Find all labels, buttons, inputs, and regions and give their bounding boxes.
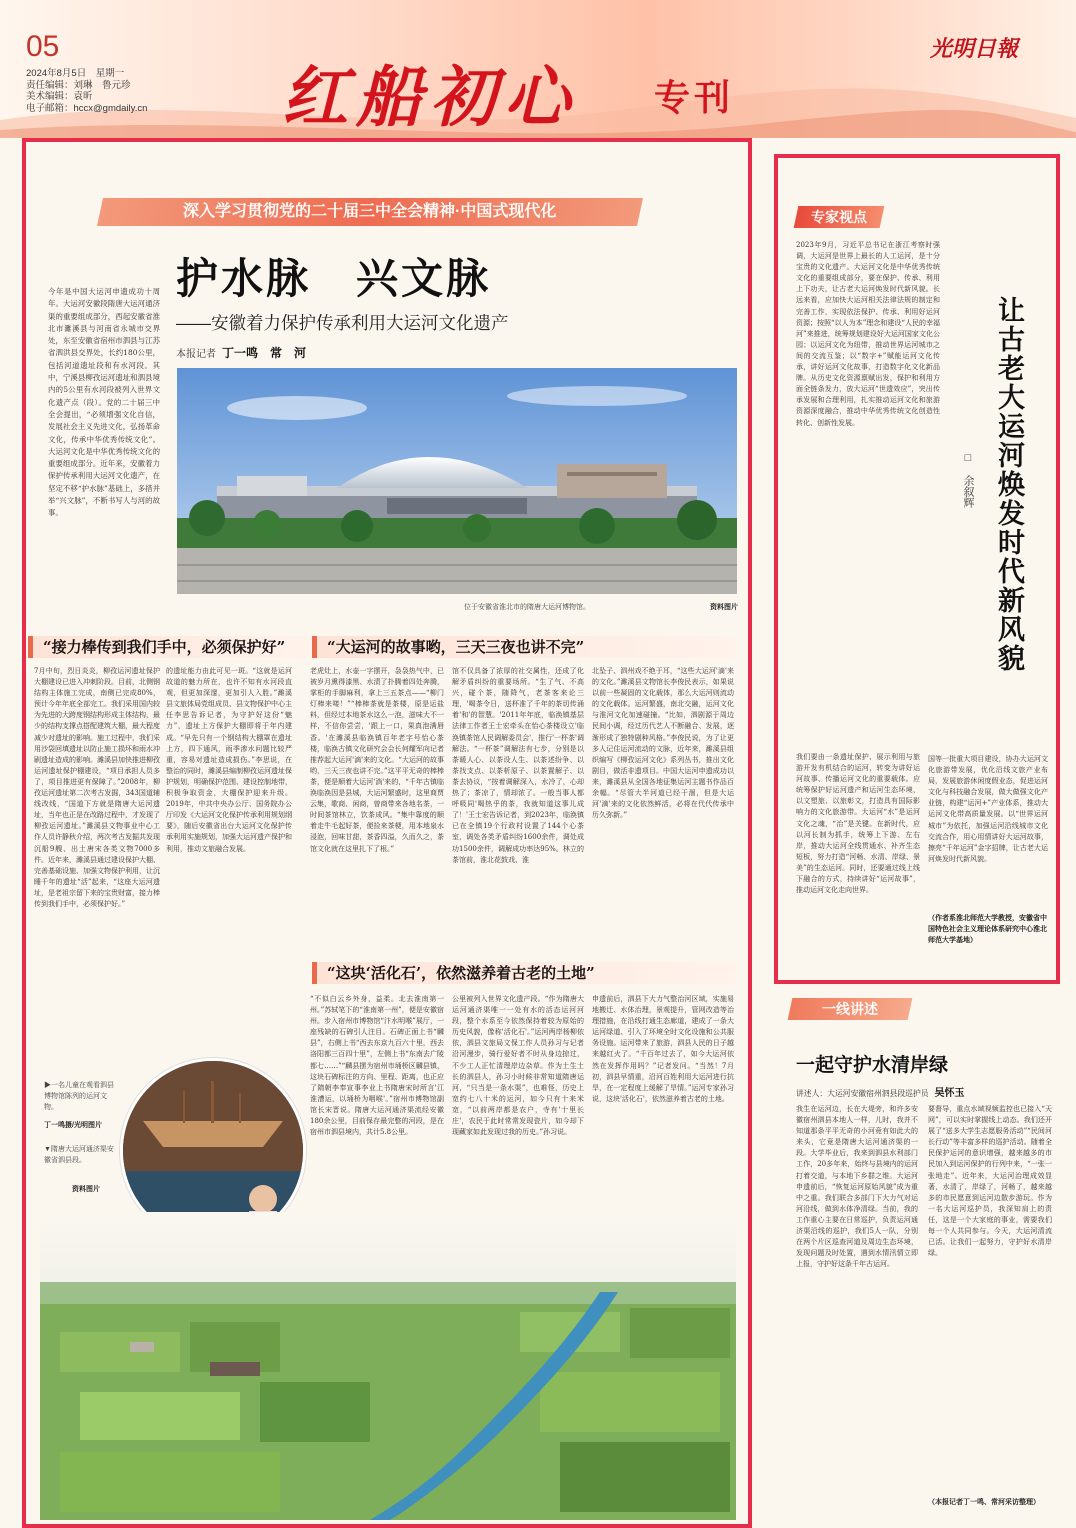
section-2-text-continued: 馆不仅具备了浓厚的社交属性，还成了化解矛盾纠纷的重要场所。“生了气、不高兴，碰个茶，随降气，老茶客来论三理，'喝茶令日，送杯准了千年的茶切传涌着'和'的智慧。'2011年年底，临涣镇基层法律工作者王士宏牵头在怡心茶楼设立'临涣镇茶馆人民调解委员会'，推行'一杯茶'调解法。“一杯茶”调解法有七步，分别是以茶暖人心、以茶设人生、以茶述纷争、以茶找支点、以茶析原子、以茶置解子、以茶去协议，“按着调解深入，水冷了，心却热了；茶凉了，情却浓了。一般当事人都呼吸同'喝热乎的茶，我就知道这事儿成了！'王士宏告诉记者，到2023年，临涣镇已在全镇19个行政村设置了144个心茶室，调处各类矛盾纠纷1600余件，调处成功1500余件，调解成功率达95%。林立的茶馆前，淮北花鼓戏、淮 <box>452 667 584 864</box>
main-subheadline: ——安徽着力保护传承利用大运河文化遗产 <box>176 313 509 333</box>
section-1-text: 7月中旬，烈日炎炎，柳孜运河遗址保护大棚建设已进入冲刺阶段。目前，北侧钢结构主体施工完成，南侧已完成80%，预计今年年底全部完工。我们采用国内较为先进的大跨度钢结构形成主体结构，最少的结构支撑点搭配建筑大棚，最大程度减少对遗址的影响。施工过程中，我们采用沙袋回填遗址以防止施工损坏和雨水冲刷遗址造成的影响。濉溪县加快推进柳孜运河遗址保护棚建设，“项目承担人员多了，项目推进更有保障了。”2008年，柳孜运河遗址第二次考古发掘，343国道辅线改线，“国道下方就是隋唐大运河遗址，当年也正是在改路过程中，才发现了柳孜运河遗址。”濉溪县文物事业中心工作人员许静秋介绍，两次考古发掘共发现沉船9艘、出土唐宋各类文物7000多件。近年来，濉溪县通过建设保护大棚、完善基础设施、加强文物保护利用，让沉睡千年的遗址“活”起来，“这座大运河遗址，是老祖宗留下来的宝贵财富，接力棒传到我们手中，必须保护好。” <box>34 667 160 908</box>
section-head-1: “接力棒传到我们手中，必须保护好” <box>28 636 311 658</box>
issue-art-editor: 美术编辑：袁昕 <box>26 91 93 102</box>
frontline-text-2: 要督导，重点水域视频监控也已接入“天网”，可以实时掌握线上动态。我们还开展了“送多大学生志愿服务活动”“民间河长行动”等丰富多样的巡护活动。随着全民保护运河的意识增强，越来越多的市民加入到运河保护的行列中来，“一张一张地走”。近年来，大运河治理成效显著，水清了，岸绿了，河畅了，越来越多的市民愿意到运河边散步游玩。作为一名大运河巡护员，我深知肩上的责任，这是一个大家庭的事业，需要我们每一个人共同参与。今天，大运河清流已活。让我们一起努力，守护好水清岸绿。 <box>928 1105 1052 1258</box>
frontline-speaker-label: 讲述人：大运河安徽宿州泗县段巡护员 <box>796 1089 929 1098</box>
masthead <box>0 0 1076 138</box>
section-3-text: “不似白云乡外身，益柔。北去淮南第一州。”苏轼笔下的“淮南第一州”，便是安徽宿州。步入宿州市博物馆“汴水明喉”展厅，一座残缺的石碑引人注目。石碑正面上书“麟县”，右侧上书“西去东京九百六十里，西去洛阳都三百四十里”，左侧上书“东南去广陵都七……”“麟县摆为宿州市埇桥区麟县镇，这块石碑标注的方向、里程、距离，也正应了隋朝李奉宣事李业上书隋唐宋时所言'江淮漕运，以埇桥为咽喉'。”宿州市博物馆副馆长宋晋说。隋唐大运河通济渠流经安徽180余公里，目前保存最完整的河段，是在宿州市泗县境内，共计5.8公里。 <box>310 995 444 1137</box>
frontline-note: （本报记者丁一鸣、常河采访整理） <box>928 1497 1040 1506</box>
museum-photo <box>177 368 737 594</box>
main-headline: 护水脉 兴文脉 <box>176 254 492 303</box>
supplement-title: 红船初心 <box>282 58 578 136</box>
expert-section-label-text: 专家视点 <box>811 209 867 225</box>
expert-text-3: 国等一批重大项目建设，协办大运河文化旅游带发展，优化沿线文旅产业布局，发展旅游休闲度假业态，促进运河文化与科技融合发展，做大做强文化产业链，构建“运河+”产业体系，推动大运河文化带高质量发展。以“世界运河城市”为依托，加强运河沿线城市文化交流合作，用心用情讲好大运河故事，擦亮“千年运河”金字招牌，让古老大运河焕发时代新风貌。 <box>928 755 1048 863</box>
expert-title: 让古老大运河焕发时代新风貌 <box>993 296 1024 673</box>
issue-meta <box>26 68 147 114</box>
issue-editor: 责任编辑：刘琳 鲁元珍 <box>26 79 131 91</box>
newspaper-logo: 光明日報 <box>930 36 1019 62</box>
inset-caption-2: ▼隋唐大运河通济渠安徽省泗县段。 <box>44 1146 114 1164</box>
frontline-speaker-name: 吴怀玉 <box>934 1088 965 1099</box>
page-number: 05 <box>26 30 60 63</box>
issue-date: 2024年8月5日 星期一 <box>26 68 125 79</box>
byline-names: 丁一鸣 常 河 <box>222 346 307 360</box>
inset-caption-1: ▶一名儿童在观看泗县博物馆陈列的运河文物。 <box>44 1082 114 1111</box>
museum-photo-caption: 位于安徽省淮北市的隋唐大运河博物馆。 <box>464 604 590 611</box>
theme-banner <box>97 198 643 226</box>
museum-photo-illustration <box>177 368 737 594</box>
museum-photo-credit: 资料图片 <box>710 604 738 611</box>
lead-paragraph: 今年是中国大运河申遗成功十周年。大运河安徽段隋唐大运河通济渠的重要组成部分，西起安徽省淮北市濉溪县与河南省永城市交界处，东至安徽省宿州市泗县与江苏省泗洪县交界处，长约180公里，包括河道遗址段和有水河段。其中，宁溪县柳孜运河遗址和泗县境内的5公里有水河段被列入世界文化遗产点（段）。党的二十届三中全会提出，“必须增强文化自信，发展社会主义先进文化，弘扬革命文化，传承中华优秀传统文化”。大运河文化是中华优秀传统文化的重要组成部分。近年来，安徽着力保护传承利用大运河文化遗产，在坚定不移“护水脉”基础上，多措并举“兴文脉”，不断书写人与河的故事。 <box>48 287 160 518</box>
frontline-text-1: 我生在运河边，长在大堤旁，和许多安徽宿州泗县本地人一样，儿时，我并不知道那条平平无奇的小河竟有如此大的来头，它竟是隋唐大运河通济渠的一段。大学毕业后，我来到泗县水利部门工作，20多年来，始终与县境内的运河打着交道，与本地下乡群之维。大运河申遗前后，“恢复运河原始风貌”成为重中之重。我们联合多部门下大力气对运河沿线，做到水体净清绿。当前，我的工作重心主要在日常巡护，负责运河通济渠沿线的巡护，我们5人一队，分别在两个片区巡查河道及周边生态环境，发现问题及时处置，遇到水情汛情立即上报，守护好这条千年古运河。 <box>796 1105 918 1269</box>
frontline-title: 一起守护水清岸绿 <box>796 1054 949 1076</box>
section-3-text-tail: 申遗前后，泗县下大力气整治河区域，实施易地搬迁、水体治理，景观提升，管网改造等治理措施，在沿线打通生态廊道，建成了一条大运河绿道、引入了环境全时文化设施和公共服务设施。运河带来了旅游，泗县人民的日子越来越红火了。“千百年过去了，如今大运河依然在发挥作用吗？”记者发问。“当然！7月初，泗县早情重，沿河百姓利用大运河进行抗旱，在一定程度上缓解了旱情。”运河专家孙习说，这块'活化石'，依然滋养着古老的土地。 <box>592 995 734 1103</box>
section-2-text: 老虎灶上，水壶一字摆开，袅袅热气中，已被岁月熏得漆黑、水渍了扑腾着四处奔腾，掌柜的手脚麻利，拿上三五茶点——“柳门灯棒来喽！”“棒棒茶就是茶楼，原是运盐料，但经过本地茶水这么一泡，滋味大不一样，不信你尝尝，'跟上一口，果真泡满唇香。'在濉溪县临涣镇百年老字号怡心茶楼，临涣古镇文化研究会会长何耀军向记者推荐起大运河'滴'来的文化。“大运河的故事哟，三天三夜也讲不完。”这平平无奇的棒棒茶，便是顺着大运河'淌'来的，“千年古镇临涣临涣因是县城，大运河繁盛时，这里商贾云集，歌商、闲商，曾商带来各地名茶，一时间茶馆林立，饮茶成风。“集中靠度的顺着走牛毛起好茶，便捡来茶梗，用本地泉水浸泡，回味甘甜，茶香四溢，久而久之，茶馆文化就在这里扎下了根。” <box>310 667 444 853</box>
frontline-speaker <box>796 1084 965 1099</box>
frontline-section-label-text: 一线讲述 <box>822 1001 878 1017</box>
expert-section-label <box>794 206 885 228</box>
expert-author-note: （作者系淮北师范大学教授，安徽省中国特色社会主义理论体系研究中心淮北师范大学基地） <box>928 913 1047 944</box>
expert-text-1: 2023年9月，习近平总书记在浙江考察时强调，大运河是世界上最长的人工运河，是十分宝贵的文化遗产。大运河文化是中华优秀传统文化的重要组成部分，要在保护、传承、利用上下功夫，让古老大运河焕发时代新风貌。长远来看，应加快大运河相关法律法规的制定和完善工作，实现依法保护、传承、利用好运河资源；按照“以人为本”理念和建设“人民的幸福河”来推进，统筹规划建设好大运河国家文化公园；以运河文化为纽带，推动世界运河城市之间的交流互鉴；以“数字+”赋能运河文化传承，讲好运河文化故事，打造数字化文化新品牌。从历史文化资源禀赋出发，保护和利用方面全链条发力，放大运河“世遗效应”，突出传承发展和合理利用，扎实推动运河文化和旅游资源深度融合，推动中华优秀传统文化创造性转化、创新性发展。 <box>796 241 940 427</box>
section-3-text-continued: 公里被列入世界文化遗产段。“作为隋唐大运河通济渠唯一一处有水的活态运河河段，整个水系至今依然保持着较为原始的历史风貌，像称'活化石'。”运河两岸杨柳依依，泗县文旅局文保工作人员孙习与记者沿河漫步，骑行爱好者不时从身边掠过，不少工人正忙清理岸边杂草。作为土生土长的泗县人，孙习小时候非常知道隋唐运河，“只当是一条水渠”，也难怪，历史上宽约七八十米的运河，如今只有十来米宽，“以前两岸都是农户，寺有'十里长庄'，农民于此时常常发现瓷片，如今却下现藏家如此发现过我的历史。”孙习说。 <box>452 995 584 1137</box>
issue-email: 电子邮箱：hccx@gmdaily.cn <box>26 102 148 114</box>
byline-label: 本报记者 <box>176 349 216 360</box>
section-1-text-continued: 的遗址能力由此可见一斑。“这就是运河故道的魅力所在，也许不知有水河段直观，但更加深邃，更加引人入胜。”濉溪县文旅体局党组成员、县文物保护中心主任李思告诉记者，为守护好这份“魅力”，遗址上方保护大棚即将于年内建成。“早先只有一个钢结构大棚罩在遗址上方，四下通风，雨季渗水问题比较严重，容易对遗址造成损伤。”李思说，在整治的同时，濉溪县编制柳孜运河遗址保护规划，明确保护范围、建设控制地带，积极争取资金，大棚保护迎来升级。2019年，中共中央办公厅、国务院办公厅印发《大运河文化保护传承利用规划纲要》，随后安徽省出台大运河文化保护传承利用实施规划，加强大运河遗产保护和利用，推动文旅融合发展。 <box>166 667 292 853</box>
section-head-3: “这块‘活化石’，依然滋养着古老的土地” <box>312 962 737 984</box>
main-byline <box>176 344 306 361</box>
expert-author: □ 余叙辉 <box>962 452 974 508</box>
supplement-subtitle: 专刊 <box>654 77 735 118</box>
expert-text-2: 我们要由一条遗址保护、展示利用与旅游开发有机结合的运河，转变为讲好运河故事、传播运河文化的重要载体。应统筹保护好运河遗产和运河生态环境，以文塑旅、以旅彰文，打造具有国际影响力的文化旅游带。大运河“水”是运河文化之魂，“治”是关键。在新时代，应以河长制为抓手，统筹上下游、左右岸，推动大运河全线贯通水、补齐生态短板，努力打造“河畅、水清、岸绿、景美”的生态运河。同时，还要通过线上线下融合的方式，持续讲好“运河故事”，推动运河文化走向世界。 <box>796 753 920 895</box>
frontline-section-label <box>788 998 913 1020</box>
theme-banner-text: 深入学习贯彻党的二十届三中全会精神·中国式现代化 <box>183 203 557 220</box>
canal-aerial-illustration <box>40 1212 736 1520</box>
canal-aerial-photo <box>40 1212 736 1520</box>
section-head-2: “大运河的故事哟，三天三夜也讲不完” <box>312 636 737 658</box>
inset-credit-1: 丁一鸣摄/光明图片 <box>44 1122 102 1129</box>
inset-credit-2: 资料图片 <box>72 1186 100 1193</box>
section-2-text-tail: 北坠子、泗州戏不绝于耳，“这些大运河'滴'来的文化。”濉溪县文物馆长李俊民表示，如果说以前一些凝固的文化载体，那么大运河则流动的文化载体。运河繁盛，南北交融，运河文化与淮河文化加速碰撞。“比如，泗剧源于周边民间小调，经过历代艺人不断融合、发展，逐渐形成了独特剧种风格。”李俊民说，为了让更多人记住运河流动的文脉，近年来，濉溪县组织编写《柳孜运河文化》系列丛书，推出文化剧目，做活非遗项目。中国大运河申遗成功以来，濉溪县从全国各地征集运河主题书作品百余幅。“尽管大半河道已经干涸，但是大运河'滴'来的文化依然鲜活，必将在代代传承中历久弥新。” <box>592 667 734 820</box>
